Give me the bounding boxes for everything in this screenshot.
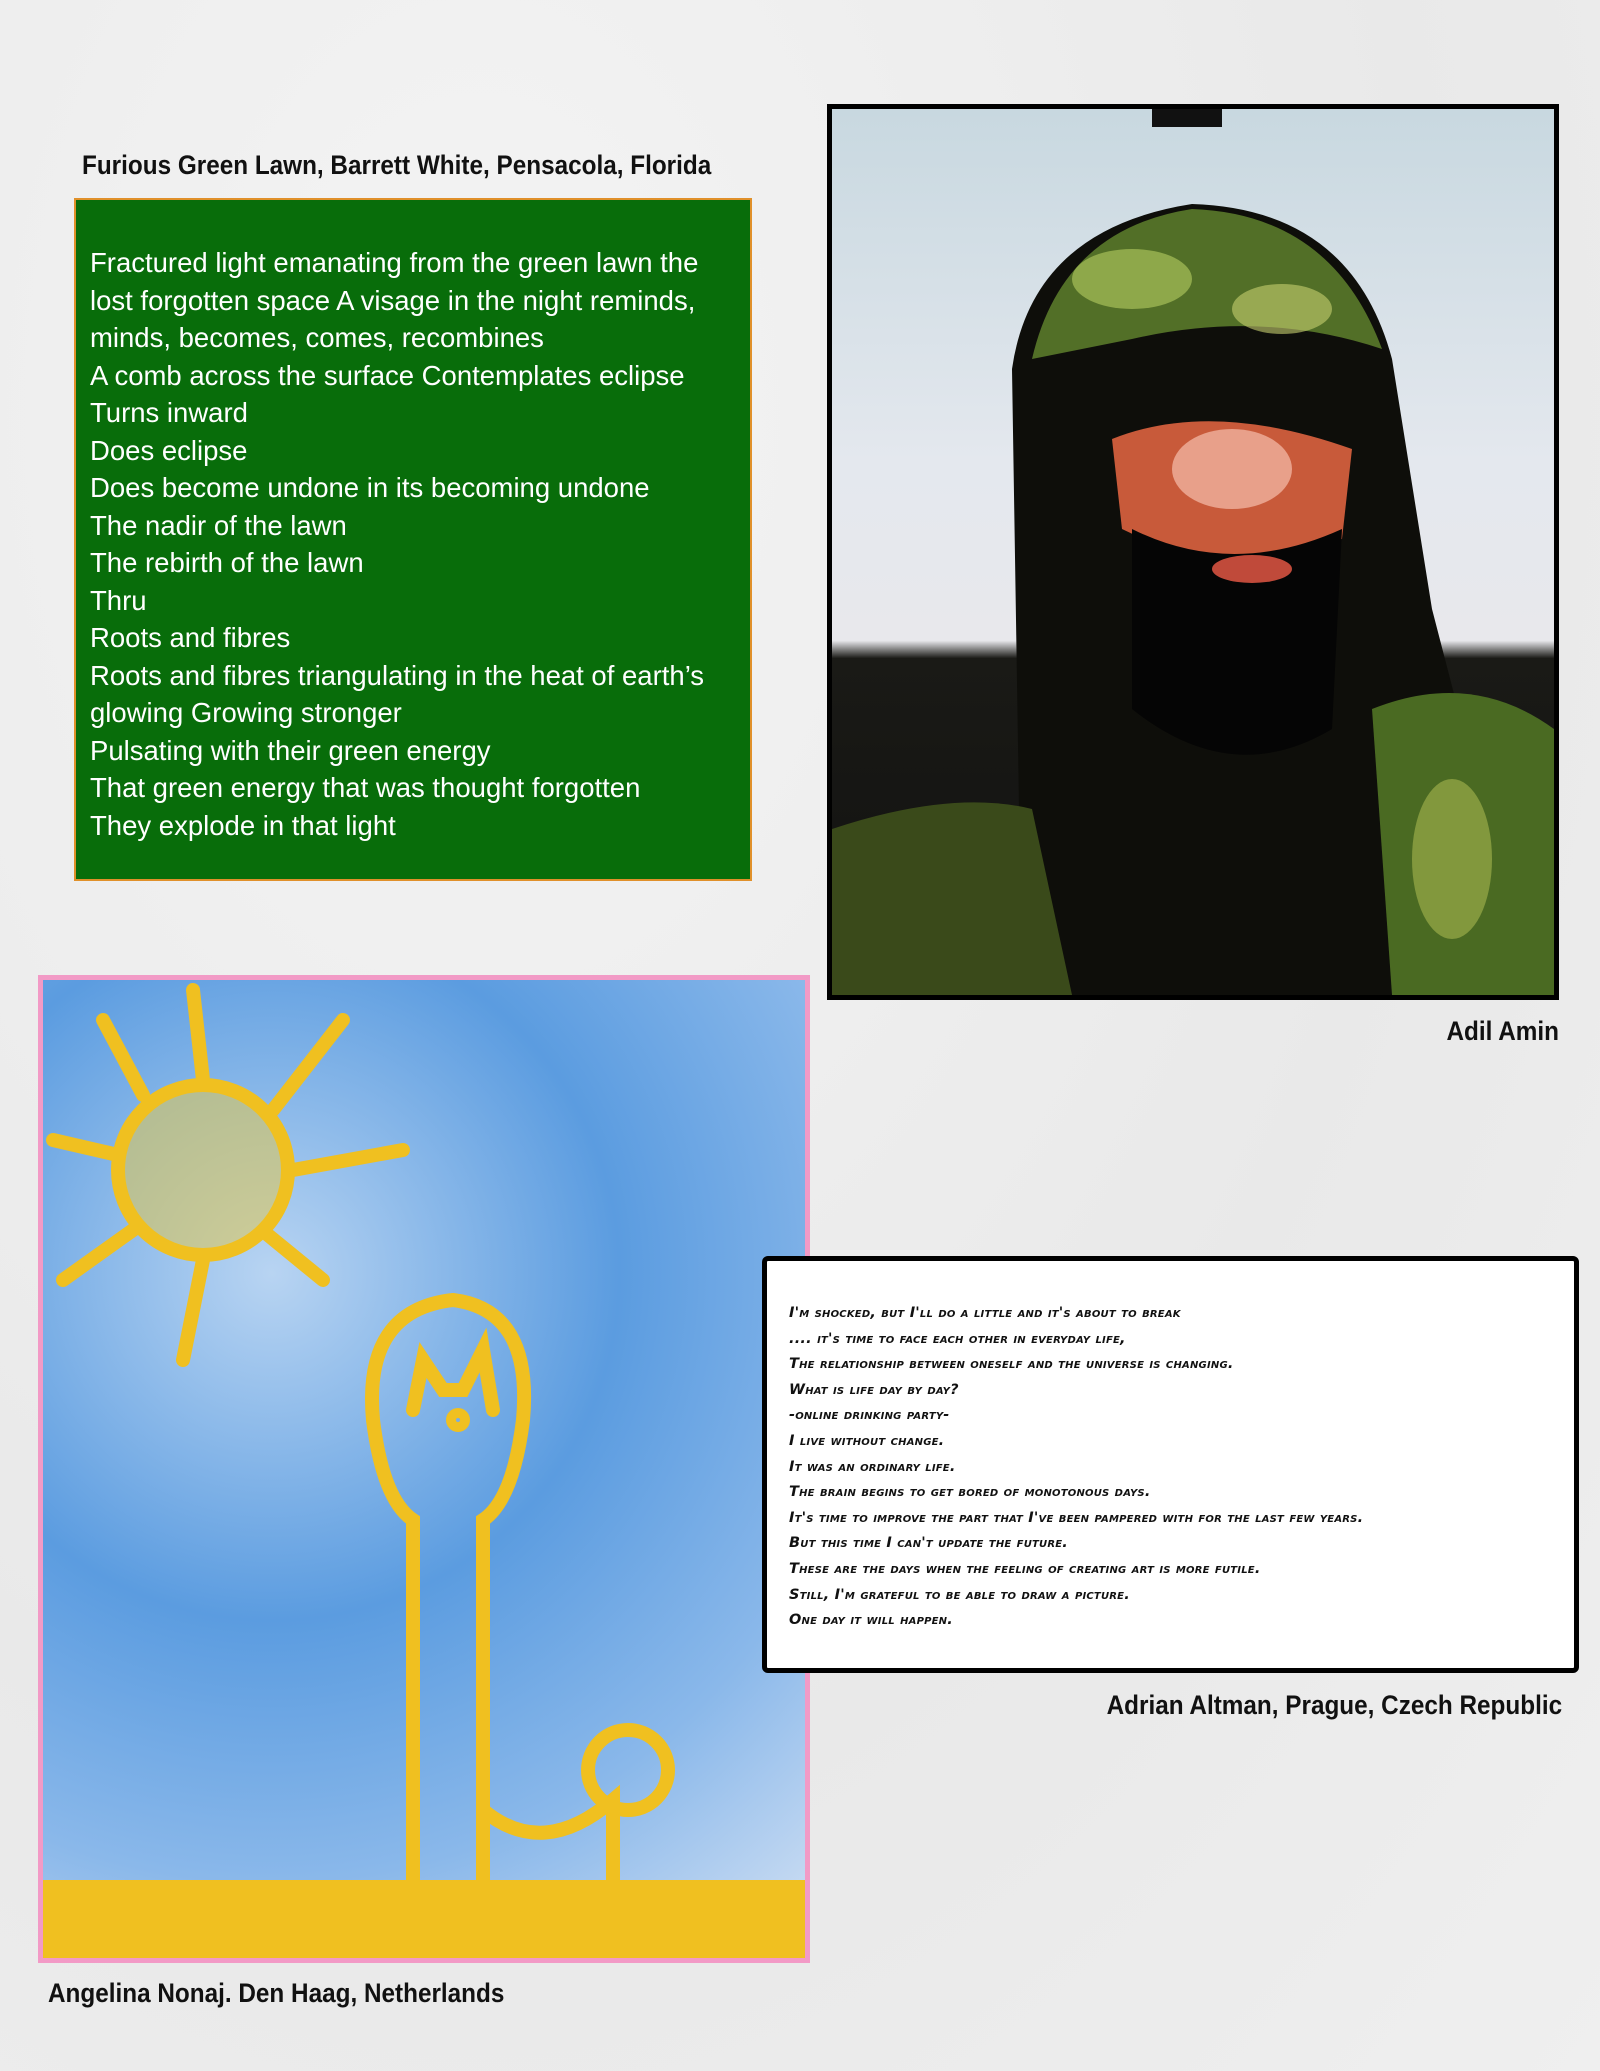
poem-line: glowing Growing stronger [90,697,402,728]
poem-line: That green energy that was thought forgotten [90,772,641,803]
poem-line: Pulsating with their green energy [90,734,491,766]
poem-line: These are the days when the feeling of creating art is more futile. [789,1560,1261,1577]
poem-line: Turns inward [90,397,248,428]
poem-line: -online drinking party- [789,1407,950,1424]
portrait-caption: Adil Amin [1446,1016,1559,1046]
poem-line: But this time I can't update the future. [789,1535,1069,1552]
poem-line: The rebirth of the lawn [90,547,364,578]
poem-line: A comb across the surface Contemplates eclipse [90,359,685,391]
poem-line: I live without change. [789,1432,945,1449]
poem-line: What is life day by day? [789,1381,959,1398]
handwritten-poem-caption: Adrian Altman, Prague, Czech Republic [1106,1690,1562,1720]
poem-line: Fractured light emanating from the green lawn the [90,247,699,278]
child-painting-image [43,980,805,1958]
poem-line: It's time to improve the part that I've been pampered with for the last few years. [789,1509,1364,1526]
child-painting [38,975,810,1963]
poem-line: Does become undone in its becoming undone [90,472,650,503]
poem-line: minds, becomes, comes, recombines [90,322,544,353]
poem-line: The relationship between oneself and the universe is changing. [789,1356,1234,1373]
poem-line: .... it's time to face each other in everyday life, [789,1330,1126,1347]
poem-line: The nadir of the lawn [90,509,347,541]
poem-line: I'm shocked, but I'll do a little and it's about to break [789,1305,1181,1321]
poem-title: Furious Green Lawn, Barrett White, Pensacola, Florida [82,150,712,180]
handwritten-poem-box [762,1256,1579,1673]
poem-line: Does eclipse [90,434,248,466]
poem-line: They explode in that light [90,809,396,841]
green-poem-box [74,198,752,881]
poem-line: The brain begins to get bored of monotonous days. [789,1484,1151,1501]
portrait-image [832,109,1554,995]
poem-line: It was an ordinary life. [789,1458,956,1475]
poem-line: Roots and fibres [90,622,291,653]
poem-line: One day it will happen. [789,1612,953,1629]
child-painting-caption: Angelina Nonaj. Den Haag, Netherlands [48,1978,505,2008]
portrait-painting [827,104,1559,1000]
poem-line: Roots and fibres triangulating in the heat of earth’s [90,659,705,691]
poem-line: Still, I'm grateful to be able to draw a picture. [789,1586,1130,1603]
poem-line: Thru [90,584,147,616]
poem-line: lost forgotten space A visage in the night reminds, [90,284,696,316]
